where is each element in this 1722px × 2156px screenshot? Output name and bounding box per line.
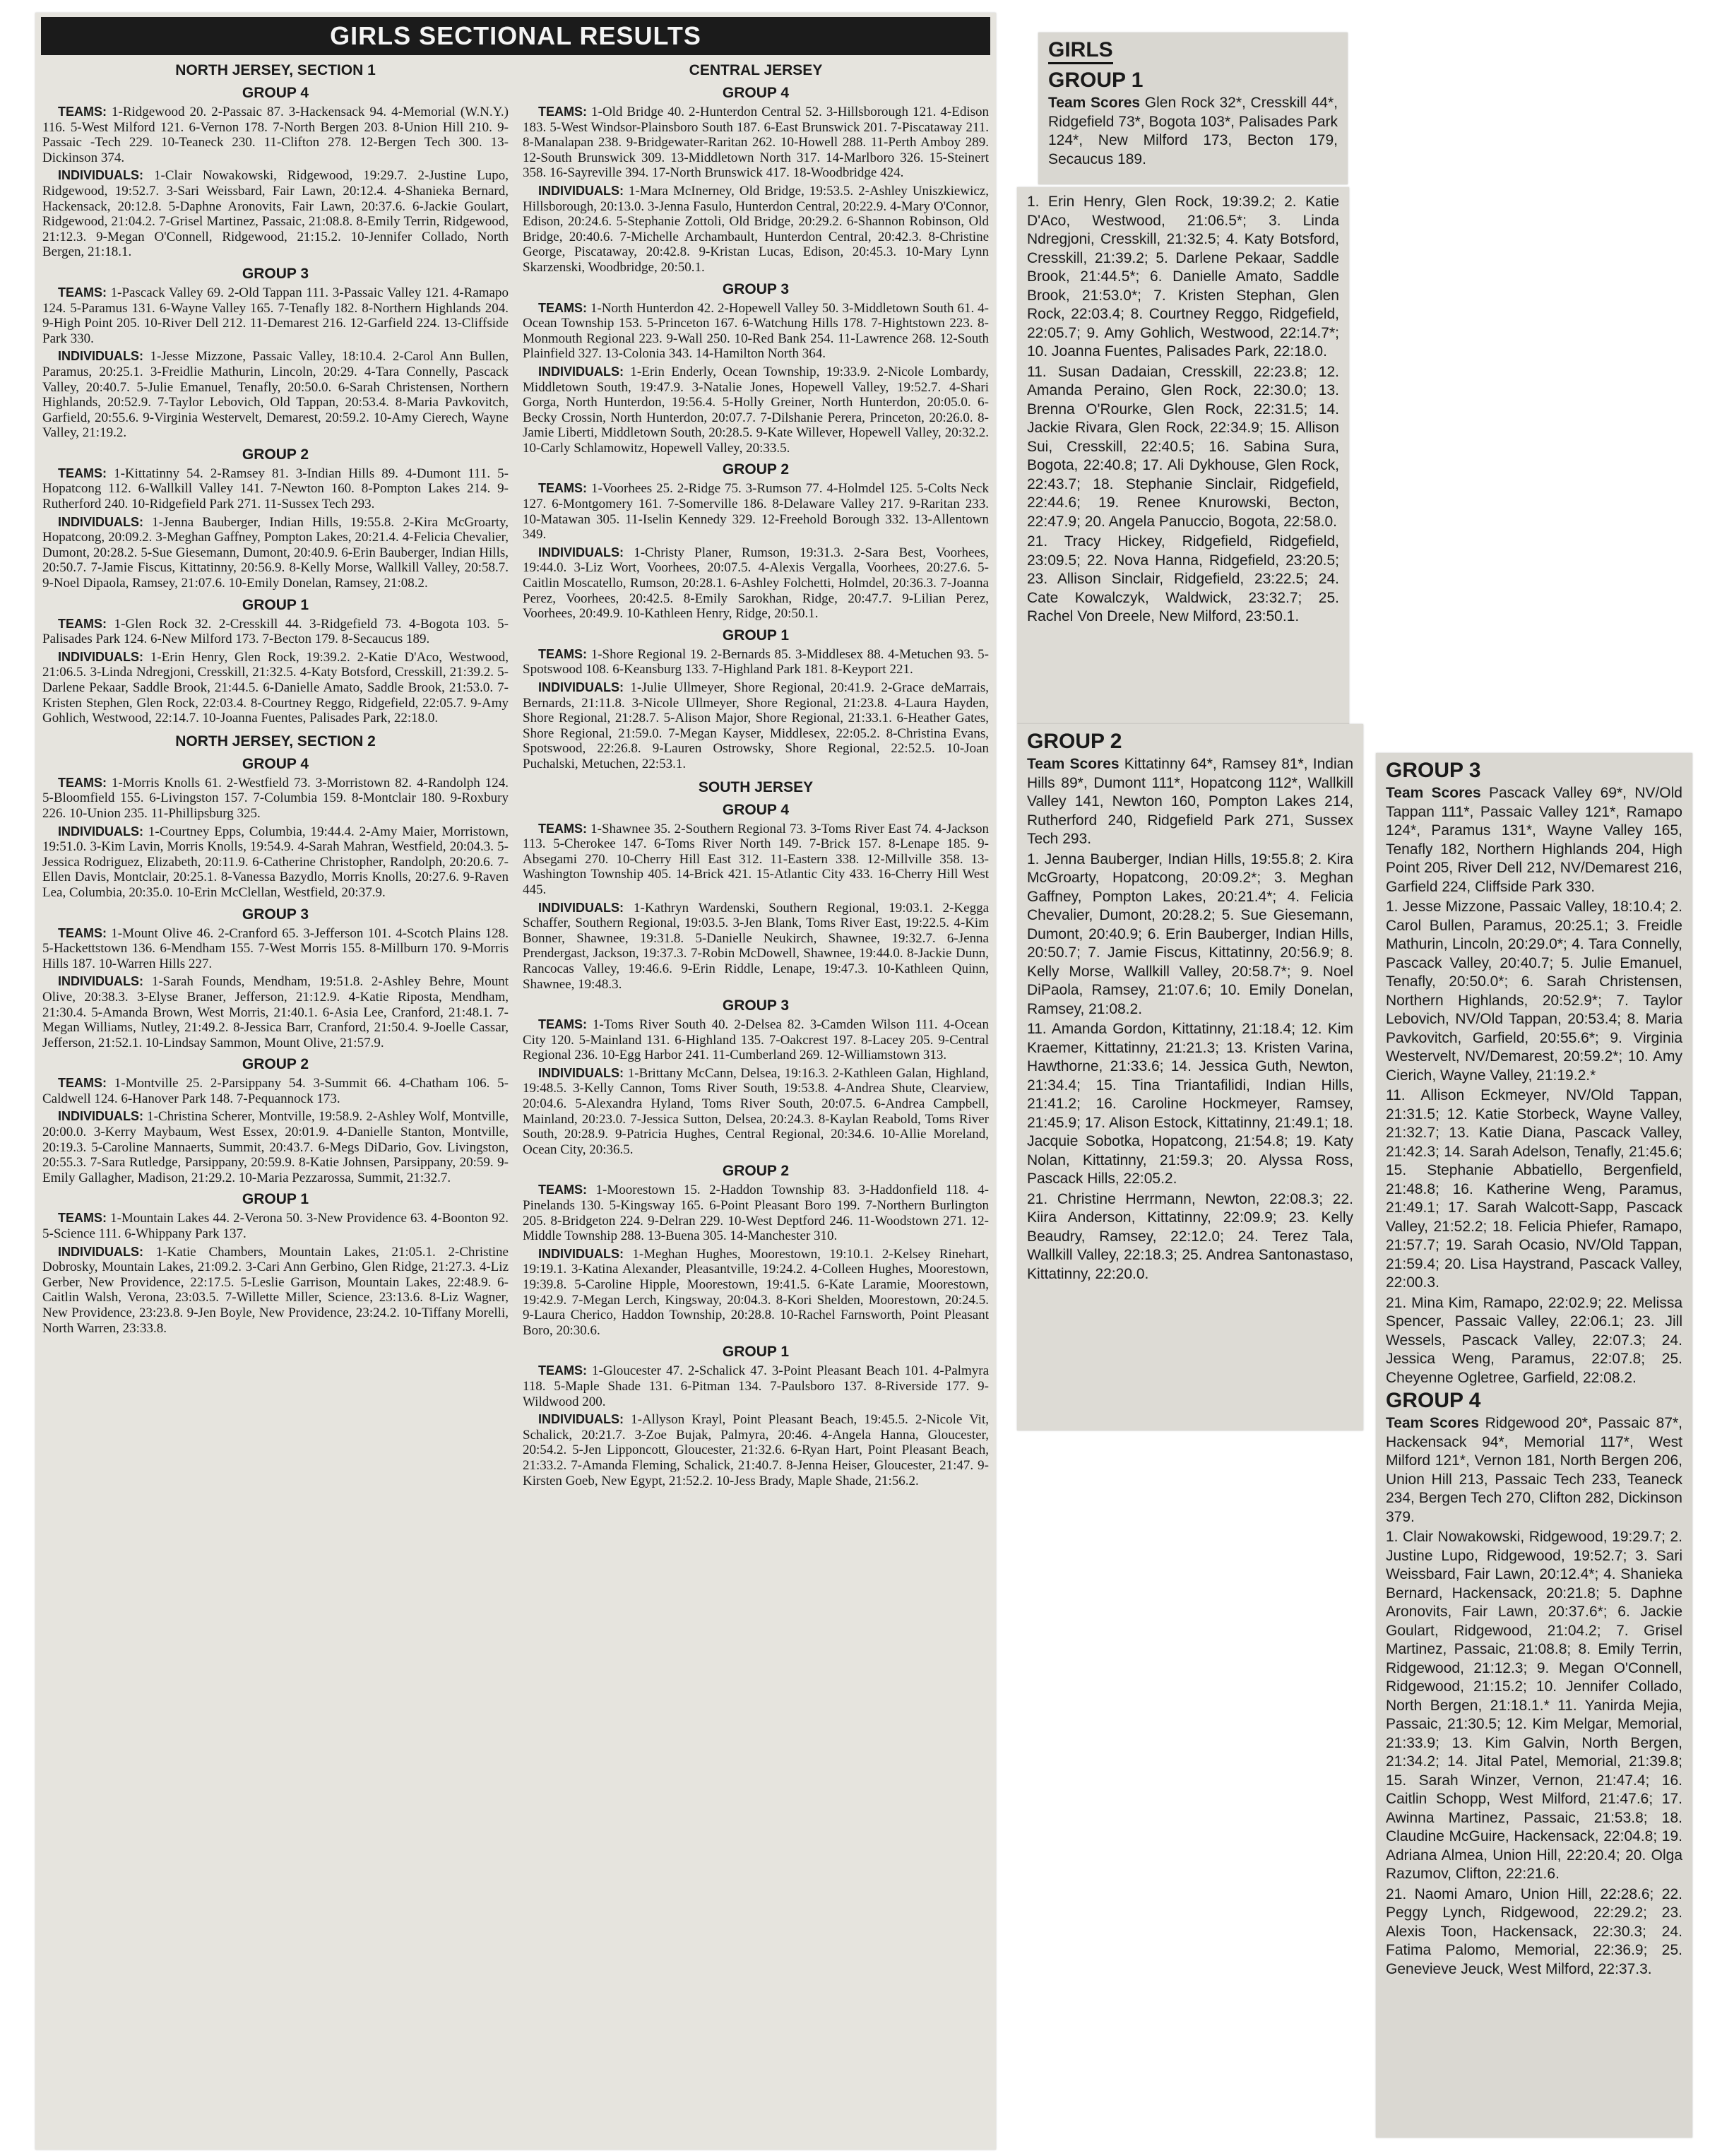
group-heading: GROUP 4 bbox=[242, 85, 309, 101]
team-scores-text: Ridgewood 20*, Passaic 87*, Hackensack 94*, Memorial 117*, West Milford 121*, Vernon 181, North Bergen 206, Union Hill 213, Passaic Tech 233, Teaneck 234, Bergen Tech 270, Clifton 282, Dickinson 379. bbox=[1386, 1415, 1682, 1525]
results-paragraph bbox=[523, 1183, 989, 1243]
group2-heading: GROUP 2 bbox=[1027, 730, 1122, 753]
individual-results-paragraph: 1. Erin Henry, Glen Rock, 19:39.2; 2. Katie D'Aco, Westwood, 21:06.5*; 3. Linda Ndregjoni, Cresskill, 21:32.5; 4. Katy Botsford, Cresskill, 21:39.2; 5. Darlene Pekaar, Saddle Brook, 21:44.5*; 6. Danielle Amato, Saddle Brook, 21:53.0*; 7. Kristen Stephan, Glen Rock, 22:03.4; 8. Courtney Reggo, Ridgefield, 22:05.7; 9. Amy Gohlich, Westwood, 22:14.7*; 10. Joanna Fuentes, Palisades Park, 22:18.0. bbox=[1027, 194, 1339, 360]
results-text: 1-Mara McInerney, Old Bridge, 19:53.5. 2-Ashley Uniszkiewicz, Hillsborough, 20:13.0. 3-Jenna Fasulo, Hunterdon Central, 20:22.9. 4-Mary O'Connor, Edison, 20:24.6. 5-Stephanie Zottoli, Old Bridge, 20:29.2. 6-Shannon Robinson, Old Bridge, 20:40.6. 7-Michelle Archambault, Hunterdon Central, 20:42.3. 8-Christine George, Piscataway, 20:42.8. 9-Kristan Lucas, Edison, 20:45.3. 10-Mary Lynn Skarzenski, Woodbridge, 20:50.1. bbox=[523, 183, 989, 275]
results-label: TEAMS: bbox=[58, 616, 107, 631]
results-paragraph bbox=[523, 481, 989, 542]
results-paragraph bbox=[42, 1076, 509, 1106]
results-label: INDIVIDUALS: bbox=[58, 649, 143, 664]
results-text: 1-Erin Henry, Glen Rock, 19:39.2. 2-Katie D'Aco, Westwood, 21:06.5. 3-Linda Ndregjoni, Cresskill, 21:32.5. 4-Katy Botsford, Cresskill, 21:39.2. 5-Darlene Pekaar, Saddle Brook, 21:44.5. 6-Danielle Amato, Saddle Brook, 21:53.0. 7-Kristen Stephen, Glen Rock, 22:03.4. 8-Courtney Reggo, Ridgefield, 22:05.7. 9-Amy Gohlich, Westwood, 22:14.7. 10-Joanna Fuentes, Palisades Park, 22:18.0. bbox=[42, 649, 509, 726]
group1-heading: GROUP 1 bbox=[1048, 69, 1144, 92]
results-label: INDIVIDUALS: bbox=[538, 1065, 624, 1080]
results-text: 1-Glen Rock 32. 2-Cresskill 44. 3-Ridgefield 73. 4-Bogota 103. 5-Palisades Park 124. 6-New Milford 173. 7-Becton 179. 8-Secaucus 189. bbox=[42, 616, 509, 647]
results-text: 1-Shawnee 35. 2-Southern Regional 73. 3-Toms River East 74. 4-Jackson 113. 5-Cherokee 147. 6-Toms River North 149. 7-Brick 157. 8-Lenape 185. 9-Absegami 270. 10-Cherry Hill East 312. 11-Eastern 338. 12-Millville 358. 13-Washington Township 405. 14-Brick 421. 15-Atlantic City 433. 16-Cherry Hill West 445. bbox=[523, 821, 989, 897]
column-north-jersey bbox=[42, 55, 509, 1491]
results-label: TEAMS: bbox=[58, 1076, 107, 1091]
group-heading: GROUP 4 bbox=[242, 755, 309, 772]
results-text: 1-Shore Regional 19. 2-Bernards 85. 3-Middlesex 88. 4-Metuchen 93. 5-Spotswood 108. 6-Keansburg 133. 7-Highland Park 181. 8-Keyport 221. bbox=[523, 646, 989, 677]
results-columns bbox=[35, 55, 996, 1491]
results-paragraph bbox=[523, 1412, 989, 1488]
results-label: TEAMS: bbox=[58, 925, 107, 940]
individual-results-paragraph: 11. Amanda Gordon, Kittatinny, 21:18.4; 12. Kim Kraemer, Kittatinny, 21:21.3; 13. Kristen Varina, Hawthorne, 21:33.6; 14. Jessica Guth, Newton, 21:34.4; 15. Tina Triantafilidi, Indian Hills, 21:41.2; 16. Caroline Hockmeyer, Ramsey, 21:45.9; 17. Alison Estock, Kittatinny, 21:49.1; 18. Jacquie Sobotka, Hopatcong, 21:54.8; 19. Katy Nolan, Kittatinny, 21:59.3; 20. Alyssa Ross, Pascack Hills, 22:05.2. bbox=[1027, 1021, 1353, 1187]
results-paragraph bbox=[523, 1017, 989, 1063]
results-paragraph bbox=[523, 1066, 989, 1158]
results-text: 1-Toms River South 40. 2-Delsea 82. 3-Camden Wilson 111. 4-Ocean City 120. 5-Mainland 131. 6-Highland 135. 7-Oakcrest 197. 8-Lacey 205. 9-Central Regional 236. 10-Egg Harbor 241. 11-Cumberland 269. 12-Williamstown 313. bbox=[523, 1017, 989, 1063]
banner-title: GIRLS SECTIONAL RESULTS bbox=[41, 17, 990, 55]
results-text: 1-Meghan Hughes, Moorestown, 19:10.1. 2-Kelsey Rinehart, 19:19.1. 3-Katina Alexander, Pleasantville, 19:24.2. 4-Colleen Hughes, Moorestown, 19:39.8. 5-Caroline Hipple, Moorestown, 19:41.5. 6-Kate Laramie, Moorestown, 19:42.9. 7-Megan Lerch, Kingsway, 20:04.3. 8-Kori Shelden, Moorestown, 20:24.5. 9-Laura Cherico, Haddon Township, 20:28.8. 10-Rachel Farnsworth, Point Pleasant Boro, 20:30.6. bbox=[523, 1246, 989, 1338]
results-text: 1-Mount Olive 46. 2-Cranford 65. 3-Jefferson 101. 4-Scotch Plains 128. 5-Hackettstown 136. 6-Mendham 155. 7-West Morris 155. 8-Millburn 170. 9-Morris Hills 187. 10-Warren Hills 227. bbox=[42, 925, 509, 971]
individual-results-paragraph: 1. Clair Nowakowski, Ridgewood, 19:29.7; 2. Justine Lupo, Ridgewood, 19:52.7; 3. Sari Weissbard, Fair Lawn, 20:12.4*; 4. Shanieka Bernard, Hackensack, 20:21.8; 5. Daphne Aronovits, Fair Lawn, 20:37.6*; 6. Jackie Goulart, Ridgewood, 21:04.2; 7. Grisel Martinez, Passaic, 21:08.8; 8. Emily Terrin, Ridgewood, 21:12.3; 9. Megan O'Connell, Ridgewood, 21:15.2; 10. Jennifer Collado, North Bergen, 21:18.1.* 11. Yanirda Mejia, Passaic, 21:30.5; 12. Kim Melgar, Memorial, 21:33.9; 13. Kim Galvin, North Bergen, 21:34.2; 14. Jital Patel, Memorial, 21:39.8; 15. Sarah Winzer, Vernon, 21:47.4; 16. Caitlin Schopp, West Milford, 21:47.6; 17. Awinna Martinez, Passaic, 21:53.8; 18. Claudine McGuire, Hackensack, 22:04.8; 19. Adriana Almea, Union Hill, 22:20.4; 20. Olga Razumov, Clifton, 22:21.6. bbox=[1386, 1529, 1682, 1882]
results-paragraph bbox=[42, 285, 509, 346]
group1-header-clipping bbox=[1038, 32, 1348, 184]
results-text: 1-Sarah Founds, Mendham, 19:51.8. 2-Ashley Behre, Mount Olive, 20:38.3. 3-Elyse Braner, Jefferson, 21:12.9. 4-Katie Riposta, Mendham, 21:30.4. 5-Amanda Brown, West Morris, 21:40.1. 6-Asia Lee, Cranford, 21:48.1. 7-Megan Williams, Nutley, 21:49.2. 8-Jessica Barr, Cranford, 21:50.4. 9-Joelle Cassar, Jefferson, 21:52.1. 10-Lindsay Sammon, Mount Olive, 21:57.9. bbox=[42, 974, 509, 1050]
results-text: 1-Julie Ullmeyer, Shore Regional, 20:41.9. 2-Grace deMarrais, Bernards, 21:11.8. 3-Nicole Ullmeyer, Shore Regional, 21:23.8. 4-Laura Hayden, Shore Regional, 21:28.7. 5-Alison Major, Shore Regional, 21:33.1. 6-Heather Gates, Shore Regional, 21:59.0. 7-Megan Kayser, Middlesex, 22:05.2. 8-Christina Evans, Spotswood, 22:26.8. 9-Lauren Ostrowsky, Shore Regional, 22:52.5. 10-Joan Puchalski, Metuchen, 22:53.1. bbox=[523, 680, 989, 771]
group3-team-scores bbox=[1386, 784, 1682, 896]
results-paragraph bbox=[42, 1109, 509, 1185]
girls-label: GIRLS bbox=[1048, 38, 1113, 64]
group1-team-scores bbox=[1048, 94, 1338, 169]
results-paragraph bbox=[42, 466, 509, 512]
group1-individuals-clipping bbox=[1017, 187, 1349, 724]
results-paragraph bbox=[42, 1211, 509, 1241]
team-scores-label: Team Scores bbox=[1027, 756, 1120, 772]
results-text: 1-Voorhees 25. 2-Ridge 75. 3-Rumson 77. 4-Holmdel 125. 5-Colts Neck 127. 6-Montgomery 161. 7-Somerville 186. 8-Delaware Valley 217. 9-Raritan 233. 10-Matawan 305. 11-Iselin Kennedy 329. 12-Freehold Borough 332. 13-Allentown 349. bbox=[523, 481, 989, 543]
results-label: INDIVIDUALS: bbox=[538, 364, 624, 379]
results-label: INDIVIDUALS: bbox=[538, 900, 624, 915]
results-label: INDIVIDUALS: bbox=[538, 1246, 624, 1261]
results-paragraph bbox=[523, 647, 989, 677]
results-text: 1-Mountain Lakes 44. 2-Verona 50. 3-New Providence 63. 4-Boonton 92. 5-Science 111. 6-Whippany Park 137. bbox=[42, 1211, 509, 1242]
individual-results-paragraph: 21. Naomi Amaro, Union Hill, 22:28.6; 22. Peggy Lynch, Ridgewood, 22:29.2; 23. Alexis Toon, Hackensack, 22:30.3; 24. Fatima Palomo, Memorial, 22:36.9; 25. Genevieve Jeuck, West Milford, 22:37.3. bbox=[1386, 1885, 1682, 1977]
results-paragraph bbox=[523, 680, 989, 772]
group3-heading: GROUP 3 bbox=[1386, 759, 1481, 782]
results-paragraph bbox=[42, 349, 509, 441]
individual-results-paragraph: 1. Jenna Bauberger, Indian Hills, 19:55.8; 2. Kira McGroarty, Hopatcong, 20:09.2*; 3. Meghan Gaffney, Pompton Lakes, 20:21.4*; 4. Felicia Chevalier, Dumont, 20:28.2; 5. Sue Giesemann, Dumont, 20:40.9; 6. Erin Bauberger, Indian Hills, 20:50.7; 7. Jamie Fiscus, Kittatinny, 20:56.9; 8. Kelly Morse, Wallkill Valley, 20:58.7*; 9. Noel DiPaola, Ramsey, 21:07.6; 10. Emily Donelan, Ramsey, 21:08.2. bbox=[1027, 851, 1353, 1017]
results-text: 1-North Hunterdon 42. 2-Hopewell Valley 50. 3-Middletown South 61. 4-Ocean Township 153. 5-Princeton 167. 6-Watchung Hills 178. 7-Hightstown 223. 8-Monmouth Regional 223. 9-Wall 250. 10-Red Bank 254. 11-Lawrence 268. 12-South Plainfield 327. 13-Colonia 343. 14-Hamilton North 364. bbox=[523, 300, 989, 362]
results-label: INDIVIDUALS: bbox=[58, 1109, 143, 1124]
results-label: INDIVIDUALS: bbox=[58, 824, 143, 839]
results-paragraph bbox=[42, 776, 509, 822]
group-heading: GROUP 3 bbox=[242, 265, 309, 282]
results-text: 1-Gloucester 47. 2-Schalick 47. 3-Point Pleasant Beach 101. 4-Palmyra 118. 5-Maple Shade 131. 6-Pitman 134. 7-Paulsboro 137. 8-Riverside 177. 9-Wildwood 200. bbox=[523, 1363, 989, 1409]
group-heading: GROUP 2 bbox=[242, 446, 309, 463]
group-heading: GROUP 4 bbox=[722, 85, 790, 101]
group1-individuals bbox=[1017, 187, 1349, 634]
group-heading: GROUP 1 bbox=[722, 1344, 790, 1361]
results-paragraph bbox=[42, 168, 509, 260]
group-heading: GROUP 2 bbox=[722, 461, 790, 478]
results-label: TEAMS: bbox=[58, 1211, 107, 1226]
results-label: INDIVIDUALS: bbox=[58, 974, 143, 989]
group-heading: GROUP 1 bbox=[242, 1191, 309, 1208]
results-label: INDIVIDUALS: bbox=[58, 349, 143, 364]
results-label: TEAMS: bbox=[58, 466, 107, 480]
results-paragraph bbox=[523, 901, 989, 993]
team-scores-label: Team Scores bbox=[1386, 785, 1481, 801]
results-label: TEAMS: bbox=[538, 646, 587, 661]
results-label: TEAMS: bbox=[538, 300, 587, 315]
results-paragraph bbox=[42, 105, 509, 165]
results-label: TEAMS: bbox=[538, 821, 587, 836]
team-scores-text: Pascack Valley 69*, NV/Old Tappan 111*, Passaic Valley 121*, Ramapo 124*, Paramus 131*, Wayne Valley 165, Tenafly 182, Northern Highlands 204, High Point 205, River Dell 212, NV/Demarest 216, Garfield 224, Cliffside Park 330. bbox=[1386, 785, 1682, 895]
group-heading: GROUP 4 bbox=[722, 801, 790, 818]
results-paragraph bbox=[42, 824, 509, 901]
results-text: 1-Pascack Valley 69. 2-Old Tappan 111. 3-Passaic Valley 121. 4-Ramapo 124. 5-Paramus 131. 6-Wayne Valley 165. 7-Tenafly 182. 8-Northern Highlands 204. 9-High Point 205. 10-River Dell 212. 11-Demarest 216. 12-Garfield 224. 13-Cliffside Park 330. bbox=[42, 285, 509, 346]
group2-clipping bbox=[1017, 724, 1363, 1431]
results-paragraph bbox=[523, 184, 989, 276]
results-label: TEAMS: bbox=[538, 481, 587, 496]
results-text: 1-Brittany McCann, Delsea, 19:16.3. 2-Kathleen Galan, Highland, 19:48.5. 3-Kelly Cannon, Toms River South, 19:53.8. 4-Andrea Shute, Clearview, 20:04.6. 5-Alexandra Hyland, Toms River South, 20:07.5. 6-Andrea Campbell, Mainland, 20:23.0. 7-Jessica Sutton, Delsea, 20:24.3. 8-Kaylan Reabold, Toms River South, 20:28.9. 9-Patricia Hughes, Central Regional, 20:34.6. 10-Allie Moreland, Ocean City, 20:36.5. bbox=[523, 1065, 989, 1157]
results-paragraph bbox=[42, 617, 509, 647]
results-text: 1-Katie Chambers, Mountain Lakes, 21:05.1. 2-Christine Dobrosky, Mountain Lakes, 21:09.2. 3-Cari Ann Gerbino, Glen Ridge, 21:27.3. 4-Liz Gerber, New Providence, 22:17.5. 5-Leslie Garrison, Mountain Lakes, 22:48.9. 6-Caitlin Walsh, Verona, 23:03.5. 7-Willette Miller, Science, 23:13.6. 8-Liz Wagner, New Providence, 23:23.8. 9-Jen Boyle, New Providence, 23:24.2. 10-Tiffany Morelli, North Warren, 23:33.8. bbox=[42, 1244, 509, 1336]
group4-team-scores bbox=[1386, 1414, 1682, 1527]
results-label: TEAMS: bbox=[58, 105, 107, 119]
results-paragraph bbox=[42, 515, 509, 591]
results-paragraph bbox=[523, 1363, 989, 1409]
results-text: 1-Clair Nowakowski, Ridgewood, 19:29.7. 2-Justine Lupo, Ridgewood, 19:52.7. 3-Sari Weissbard, Fair Lawn, 20:12.4. 4-Shanieka Bernard, Hackensack, 20:12.8. 5-Daphne Aronovits, Fair Lawn, 20:37.6. 6-Jackie Goulart, Ridgewood, 21:04.2. 7-Grisel Martinez, Passaic, 21:08.8. 8-Emily Terrin, Ridgewood, 21:12.3. 9-Megan O'Connell, Ridgewood, 21:15.2. 10-Jennifer Collado, North Bergen, 21:18.1. bbox=[42, 168, 509, 260]
group2-individuals bbox=[1027, 851, 1353, 1284]
results-paragraph bbox=[42, 926, 509, 972]
results-label: TEAMS: bbox=[538, 1363, 587, 1378]
results-text: 1-Old Bridge 40. 2-Hunterdon Central 52. 3-Hillsborough 121. 4-Edison 183. 5-West Windsor-Plainsboro South 187. 6-East Brunswick 201. 7-Piscataway 211. 8-Manalapan 238. 9-Bridgewater-Raritan 262. 10-Howell 288. 11-Perth Amboy 289. 12-South Brunswick 309. 13-Middletown North 317. 14-Marlboro 326. 15-Steinert 358. 16-Sayreville 394. 17-North Brunswick 417. 18-Woodbridge 424. bbox=[523, 105, 989, 181]
group3-individuals bbox=[1386, 898, 1682, 1387]
results-text: 1-Christy Planer, Rumson, 19:31.3. 2-Sara Best, Voorhees, 19:44.0. 3-Liz Wort, Voorhees, 20:07.5. 4-Alexis Vergalla, Voorhees, 20:27.6. 5-Caitlin Moscatello, Rumson, 20:28.1. 6-Ashley Folchetti, Holmdel, 20:36.3. 7-Joanna Perez, Voorhees, 20:42.5. 8-Emily Sarokhan, Ridge, 20:47.7. 9-Lilian Perez, Voorhees, 20:49.9. 10-Kathleen Henry, Ridge, 20:50.1. bbox=[523, 545, 989, 622]
group3-4-clipping bbox=[1376, 753, 1692, 2138]
section-heading: NORTH JERSEY, SECTION 2 bbox=[175, 733, 376, 750]
results-paragraph bbox=[42, 1245, 509, 1337]
individual-results-paragraph: 11. Allison Eckmeyer, NV/Old Tappan, 21:31.5; 12. Katie Storbeck, Wayne Valley, 21:32.7; 13. Katie Diana, Pascack Valley, 21:42.3; 14. Sarah Adelson, Tenafly, 21:45.6; 15. Stephanie Abbatiello, Bergenfield, 21:48.8; 16. Katherine Weng, Paramus, 21:49.1; 17. Sarah Walcott-Sapp, Pascack Valley, 21:52.2; 18. Felicia Phiefer, Ramapo, 21:57.7; 19. Sarah Ocasio, NV/Old Tappan, 21:59.4; 20. Lisa Haystrand, Pascack Valley, 22:00.3. bbox=[1386, 1087, 1682, 1291]
results-text: 1-Courtney Epps, Columbia, 19:44.4. 2-Amy Maier, Morristown, 19:51.0. 3-Kim Lavin, Morris Knolls, 19:54.9. 4-Sarah Mahran, Westfield, 20:04.3. 5-Jessica Rodriguez, Elizabeth, 20:11.9. 6-Catherine Christopher, Randolph, 20:20.6. 7-Ellen Davis, Montclair, 20:25.1. 8-Vanessa Bazydlo, Morris Knolls, 20:27.6. 9-Raven Lea, Columbia, 20:35.0. 10-Erin McClellan, Westfield, 20:37.9. bbox=[42, 824, 509, 900]
team-scores-label: Team Scores bbox=[1048, 95, 1141, 111]
results-text: 1-Kittatinny 54. 2-Ramsey 81. 3-Indian Hills 89. 4-Dumont 111. 5-Hopatcong 112. 6-Wallkill Valley 141. 7-Newton 160. 8-Pompton Lakes 214. 9-Rutherford 240. 10-Ridgefield Park 271. 11-Sussex Tech 293. bbox=[42, 466, 509, 512]
individual-results-paragraph: 21. Christine Herrmann, Newton, 22:08.3; 22. Kiira Anderson, Kittatinny, 22:09.9; 23. Kelly Beaudry, Ramsey, 22:12.0; 24. Terez Tala, Wallkill Valley, 22:18.3; 25. Andrea Santonastaso, Kittatinny, 22:20.0. bbox=[1027, 1190, 1353, 1282]
results-text: 1-Ridgewood 20. 2-Passaic 87. 3-Hackensack 94. 4-Memorial (W.N.Y.) 116. 5-West Milford 121. 6-Vernon 178. 7-North Bergen 203. 8-Union Hill 210. 9-Passaic -Tech 229. 10-Teaneck 230. 11-Clifton 278. 12-Bergen Tech 300. 13-Dickinson 374. bbox=[42, 105, 509, 165]
results-text: 1-Allyson Krayl, Point Pleasant Beach, 19:45.5. 2-Nicole Vit, Schalick, 20:21.7. 3-Zoe Bujak, Palmyra, 20:46. 4-Angela Hanna, Gloucester, 20:54.2. 5-Jen Lipponcott, Gloucester, 21:32.6. 6-Ryan Hart, Point Pleasant Beach, 21:33.2. 7-Amanda Fleming, Schalick, 21:40.7. 8-Jenna Heiser, Gloucester, 21:47. 9-Kirsten Goeb, New Egypt, 21:52.2. 10-Jess Brady, Maple Shade, 21:56.2. bbox=[523, 1412, 989, 1488]
group2-team-scores bbox=[1027, 755, 1353, 849]
results-label: INDIVIDUALS: bbox=[58, 1244, 143, 1259]
team-scores-label: Team Scores bbox=[1386, 1415, 1480, 1431]
results-paragraph bbox=[523, 545, 989, 622]
group-heading: GROUP 3 bbox=[242, 906, 309, 923]
results-paragraph bbox=[42, 974, 509, 1050]
group-heading: GROUP 1 bbox=[242, 596, 309, 613]
results-paragraph bbox=[523, 365, 989, 456]
group-heading: GROUP 2 bbox=[722, 1163, 790, 1180]
individual-results-paragraph: 1. Jesse Mizzone, Passaic Valley, 18:10.4; 2. Carol Bullen, Paramus, 20:25.1; 3. Freidle Mathurin, Lincoln, 20:29.0*; 4. Tara Connelly, Pascack Valley, 20:40.7; 5. Julie Emanuel, Tenafly, 20:50.0*; 6. Sarah Christensen, Northern Highlands, 20:52.9*; 7. Taylor Lebovich, NV/Old Tappan, 20:53.4; 8. Maria Pavkovitch, Garfield, 20:55.6*; 9. Virginia Westervelt, NV/Demarest, 20:59.2*; 10. Amy Cierich, Wayne Valley, 21:19.2.* bbox=[1386, 899, 1682, 1084]
group-heading: GROUP 2 bbox=[242, 1056, 309, 1073]
results-text: 1-Morris Knolls 61. 2-Westfield 73. 3-Morristown 82. 4-Randolph 124. 5-Bloomfield 155. 6-Livingston 157. 7-Columbia 159. 8-Montclair 180. 9-Roxbury 226. 10-Union 235. 11-Phillipsburg 325. bbox=[42, 775, 509, 821]
group-heading: GROUP 3 bbox=[722, 997, 790, 1014]
individual-results-paragraph: 11. Susan Dadaian, Cresskill, 22:23.8; 12. Amanda Peraino, Glen Rock, 22:30.0; 13. Brenna O'Rourke, Glen Rock, 22:31.5; 14. Jackie Rivara, Glen Rock, 22:34.9; 15. Allison Sui, Cresskill, 22:40.5; 16. Sabina Sura, Bogota, 22:40.8; 17. Ali Dykhouse, Glen Rock, 22:43.7; 18. Stephanie Sinclair, Ridgefield, 22:44.6; 19. Renee Knurowski, Becton, 22:47.9; 20. Angela Panuccio, Bogota, 22:58.0. bbox=[1027, 363, 1339, 530]
team-scores-text: Kittatinny 64*, Ramsey 81*, Indian Hills 89*, Dumont 111*, Hopatcong 112*, Wallkill Valley 141, Newton 160, Pompton Lakes 214, Rutherford 240, Ridgefield Park 271, Sussex Tech 293. bbox=[1027, 756, 1353, 847]
results-label: TEAMS: bbox=[538, 1017, 587, 1032]
results-text: 1-Montville 25. 2-Parsippany 54. 3-Summit 66. 4-Chatham 106. 5-Caldwell 124. 6-Hanover Park 148. 7-Pequannock 173. bbox=[42, 1076, 509, 1106]
team-scores-text: Glen Rock 32*, Cresskill 44*, Ridgefield 73*, Bogota 103*, Palisades Park 124*, New Milford 173, Becton 179, Secaucus 189. bbox=[1048, 95, 1338, 167]
results-text: 1-Jenna Bauberger, Indian Hills, 19:55.8. 2-Kira McGroarty, Hopatcong, 20:09.2. 3-Meghan Gaffney, Pompton Lakes, 20:21.4. 4-Felicia Chevalier, Dumont, 20:28.2. 5-Sue Giesemann, Dumont, 20:40.9. 6-Erin Bauberger, Indian Hills, 20:50.7. 7-Jamie Fiscus, Kittatinny, 20:56.9. 8-Kelly Morse, Wallkill Valley, 20:58.7. 9-Noel Dipaola, Ramsey, 21:07.6. 10-Emily Donelan, Ramsey, 21:08.2. bbox=[42, 514, 509, 591]
group-heading: GROUP 3 bbox=[722, 280, 790, 297]
results-paragraph bbox=[42, 650, 509, 726]
results-label: INDIVIDUALS: bbox=[538, 183, 624, 198]
results-text: 1-Jesse Mizzone, Passaic Valley, 18:10.4. 2-Carol Ann Bullen, Paramus, 20:25.1. 3-Freidlie Mathurin, Lincoln, 20:29. 4-Tara Connelly, Pascack Valley, 20:40.7. 5-Julie Emanuel, Tenafly, 20:50.0. 6-Sarah Christensen, Northern Highlands, 20:52.9. 7-Taylor Lebovich, Old Tappan, 20:53.4. 8-Maria Pavkovitch, Garfield, 20:55.6. 9-Virginia Westervelt, Demarest, 20:59.2. 10-Amy Cierech, Wayne Valley, 21:19.2. bbox=[42, 349, 509, 441]
results-label: TEAMS: bbox=[58, 775, 107, 790]
group4-heading: GROUP 4 bbox=[1386, 1389, 1481, 1412]
results-label: INDIVIDUALS: bbox=[538, 1412, 624, 1427]
individual-results-paragraph: 21. Mina Kim, Ramapo, 22:02.9; 22. Melissa Spencer, Passaic Valley, 22:06.1; 23. Jill Wessels, Pascack Valley, 22:07.3; 24. Jessica Weng, Paramus, 22:07.8; 25. Cheyenne Ogletree, Garfield, 22:08.2. bbox=[1386, 1294, 1682, 1386]
section-heading: CENTRAL JERSEY bbox=[689, 62, 823, 78]
individual-results-paragraph: 21. Tracy Hickey, Ridgefield, Ridgefield, 23:09.5; 22. Nova Hanna, Ridgefield, 23:20.5; 23. Allison Sinclair, Ridgefield, 23:22.5; 24. Cate Kowalczyk, Waldwick, 23:32.7; 25. Rachel Von Dreele, New Milford, 23:50.1. bbox=[1027, 533, 1339, 624]
results-label: TEAMS: bbox=[58, 285, 107, 300]
section-heading: NORTH JERSEY, SECTION 1 bbox=[175, 62, 376, 78]
results-text: 1-Kathryn Wardenski, Southern Regional, 19:03.1. 2-Kegga Schaffer, Southern Regional, 19:03.5. 3-Jen Blank, Toms River East, 19:22.5. 4-Kim Bonner, Shawnee, 19:31.8. 5-Danielle Neukirch, Shawnee, 19:32.7. 6-Jenna Prendergast, Jackson, 19:37.3. 7-Robin McDowell, Shawnee, 19:44.0. 8-Jackie Dunn, Rancocas Valley, 19:46.6. 9-Erin Riddle, Lenape, 19:47.3. 10-Kathleen Quinn, Shawnee, 19:48.3. bbox=[523, 900, 989, 992]
results-paragraph bbox=[523, 301, 989, 362]
results-label: INDIVIDUALS: bbox=[58, 168, 143, 183]
results-text: 1-Erin Enderly, Ocean Township, 19:33.9. 2-Nicole Lombardy, Middletown South, 19:47.9. 3-Natalie Jones, Hopewell Valley, 19:52.7. 4-Shari Gorga, North Hunterdon, 19:56.4. 5-Holly Greiner, North Hunterdon, 20:05.0. 6-Becky Crossin, North Hunterdon, 20:07.7. 7-Dilshanie Perera, Princeton, 20:26.0. 8-Jamie Liberti, Middletown South, 20:28.5. 9-Kate Willever, Hopewell Valley, 20:32.2. 10-Carly Schlamowitz, Hopewell Valley, 20:33.5. bbox=[523, 364, 989, 456]
results-label: INDIVIDUALS: bbox=[538, 545, 624, 559]
results-text: 1-Moorestown 15. 2-Haddon Township 83. 3-Haddonfield 118. 4-Pinelands 130. 5-Kingsway 165. 6-Point Pleasant Boro 199. 7-Northern Burlington 205. 8-Bridgeton 224. 9-Delran 229. 10-West Deptford 246. 11-Woodstown 271. 12-Middle Township 288. 13-Buena 305. 14-Manchester 310. bbox=[523, 1183, 989, 1244]
section-heading: SOUTH JERSEY bbox=[698, 778, 814, 795]
results-label: TEAMS: bbox=[538, 1183, 587, 1197]
results-text: 1-Christina Scherer, Montville, 19:58.9. 2-Ashley Wolf, Montville, 20:00.0. 3-Kerry Maybaum, West Essex, 20:01.9. 4-Danielle Stanton, Montville, 20:19.3. 5-Caroline Mannaerts, Summit, 20:43.7. 6-Megs DiDario, Gov. Livingston, 20:55.3. 7-Sara Rutledge, Parsippany, 20:59.9. 8-Katie Johnsen, Parsippany, 20:59. 9-Emily Gallagher, Madison, 21:29.2. 10-Maria Pezzarossa, Summit, 21:32.7. bbox=[42, 1109, 509, 1185]
column-central-south-jersey bbox=[523, 55, 989, 1491]
results-label: TEAMS: bbox=[538, 105, 587, 119]
results-label: INDIVIDUALS: bbox=[538, 680, 624, 694]
results-paragraph bbox=[523, 1247, 989, 1339]
group-heading: GROUP 1 bbox=[722, 627, 790, 644]
group4-individuals bbox=[1386, 1528, 1682, 1979]
results-label: INDIVIDUALS: bbox=[58, 514, 143, 529]
main-results-clipping bbox=[35, 13, 996, 2150]
results-paragraph bbox=[523, 822, 989, 898]
results-paragraph bbox=[523, 105, 989, 181]
